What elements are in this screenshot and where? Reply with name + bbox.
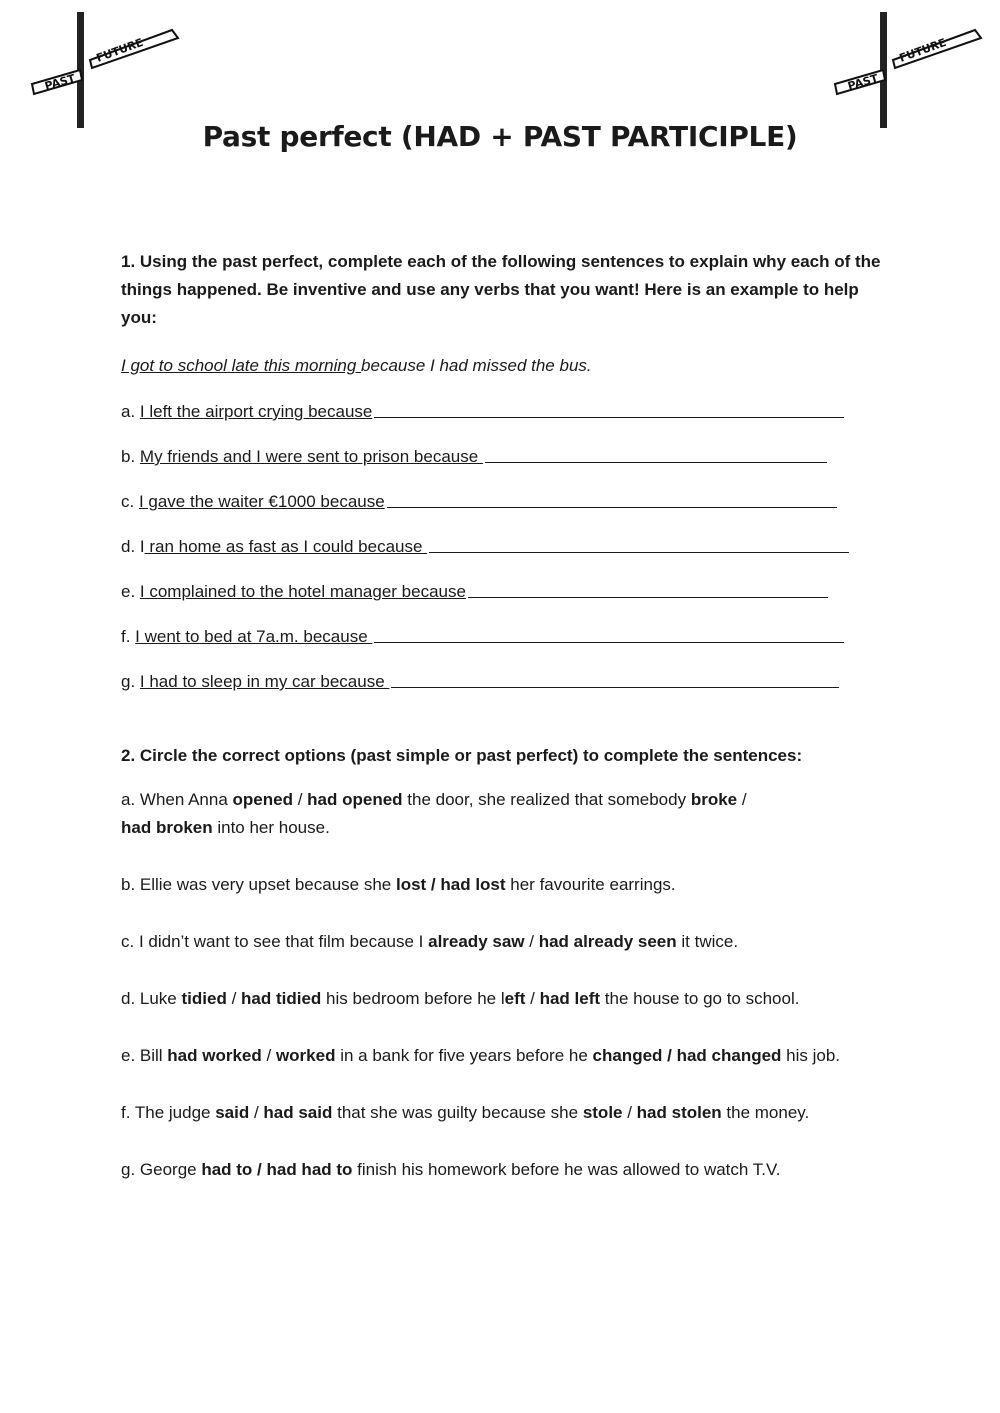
option-past-simple[interactable]: stole <box>582 1103 623 1122</box>
item-text: his bedroom before he l <box>321 989 505 1008</box>
exercise-1-instruction: 1. Using the past perfect, complete each of the following sentences to explain why each of the things happened. Be inventive and use any verbs that you want! Here is an example to help you: <box>121 252 881 327</box>
item-text: the door, she realized that somebody <box>402 790 691 809</box>
option-past-simple[interactable]: tidied <box>181 989 227 1008</box>
item-text: in a bank for five years before he <box>335 1046 593 1065</box>
item-text: a. When Anna <box>121 790 233 809</box>
item-text: d. Luke <box>121 989 182 1008</box>
item-text: his job. <box>781 1046 841 1065</box>
item-text: b. Ellie was very upset because she <box>121 875 396 894</box>
option-separator: / <box>525 989 540 1008</box>
option-past-perfect[interactable]: had already seen <box>538 932 677 951</box>
past-sign-label: PAST <box>846 71 880 93</box>
option-separator: / <box>226 989 242 1008</box>
exercise-2-item-c <box>121 928 881 956</box>
exercise-2-item-f <box>121 1099 881 1127</box>
exercise-1-item-e <box>121 557 881 602</box>
example-answer: because I had missed the bus. <box>361 356 592 375</box>
answer-blank-line[interactable] <box>485 462 827 463</box>
item-letter: c. <box>121 492 139 511</box>
item-stem: I had to sleep in my car because <box>139 672 390 691</box>
option-past-perfect[interactable]: had opened <box>307 790 403 809</box>
exercise-1-item-f <box>121 602 881 647</box>
item-stem: I complained to the hotel manager because <box>139 582 466 601</box>
item-text: f. The judge <box>121 1103 216 1122</box>
exercise-2-item-g <box>121 1156 881 1184</box>
item-letter: f. <box>121 627 136 646</box>
future-sign-label: FUTURE <box>94 35 145 65</box>
item-letter: e. <box>121 582 140 601</box>
answer-blank-line[interactable] <box>387 507 837 508</box>
item-text: c. I didn’t want to see that film because I <box>121 932 429 951</box>
item-letter: d. I <box>121 537 145 556</box>
option-past-simple[interactable]: worked <box>275 1046 336 1065</box>
item-text: e. Bill <box>121 1046 168 1065</box>
item-text: finish his homework before he was allowed to watch T.V. <box>352 1160 781 1179</box>
page-title: Past perfect (HAD + PAST PARTICIPLE) <box>202 120 798 153</box>
option-pair[interactable]: had to / had had to <box>201 1160 353 1179</box>
item-text: that she was guilty because she <box>332 1103 583 1122</box>
exercise-2-item-b <box>121 871 881 899</box>
item-text: the money. <box>721 1103 810 1122</box>
item-text: into her house. <box>212 818 330 837</box>
exercise-1-item-g <box>121 647 881 692</box>
past-sign-label: PAST <box>43 71 77 93</box>
answer-blank-line[interactable] <box>468 597 828 598</box>
option-pair[interactable]: changed / had changed <box>592 1046 782 1065</box>
option-separator: / <box>292 790 308 809</box>
item-text: it twice. <box>676 932 739 951</box>
signpost-illustration-right <box>825 10 985 130</box>
exercise-2-item-d <box>121 985 881 1013</box>
option-past-simple[interactable]: opened <box>232 790 293 809</box>
option-separator: / <box>524 932 539 951</box>
option-past-perfect[interactable]: had stolen <box>636 1103 722 1122</box>
option-past-perfect[interactable]: had broken <box>121 818 213 837</box>
exercise-1-item-b <box>121 422 881 467</box>
example-underlined-part: I got to school late this morning <box>121 356 362 375</box>
item-stem: ran home as fast as I could because <box>144 537 428 556</box>
option-past-perfect[interactable]: had left <box>539 989 601 1008</box>
option-past-simple[interactable]: eft <box>504 989 526 1008</box>
exercise-2-instruction: 2. Circle the correct options (past simple or past perfect) to complete the sentences: <box>121 746 803 765</box>
item-text: her favourite earrings. <box>505 875 676 894</box>
item-stem: I gave the waiter €1000 because <box>138 492 385 511</box>
option-separator: / <box>737 790 747 809</box>
option-separator: / <box>622 1103 637 1122</box>
item-letter: b. <box>121 447 140 466</box>
option-past-perfect[interactable]: had said <box>263 1103 333 1122</box>
future-sign-label: FUTURE <box>897 35 948 65</box>
item-letter: a. <box>121 402 140 421</box>
item-stem: I went to bed at 7a.m. because <box>135 627 373 646</box>
option-past-simple[interactable]: broke <box>690 790 738 809</box>
option-past-simple[interactable]: already saw <box>428 932 525 951</box>
answer-blank-line[interactable] <box>374 642 844 643</box>
worksheet-content <box>121 248 881 1184</box>
option-pair[interactable]: lost / had lost <box>395 875 506 894</box>
item-text: g. George <box>121 1160 202 1179</box>
option-past-simple[interactable]: said <box>215 1103 250 1122</box>
option-separator: / <box>249 1103 264 1122</box>
exercise-1-item-c <box>121 467 881 512</box>
answer-blank-line[interactable] <box>429 552 849 553</box>
answer-blank-line[interactable] <box>374 417 844 418</box>
exercise-1-item-d <box>121 512 881 557</box>
example-sentence <box>121 354 881 378</box>
exercise-2-item-a <box>121 786 881 842</box>
answer-blank-line[interactable] <box>391 687 839 688</box>
option-past-perfect[interactable]: had tidied <box>241 989 322 1008</box>
item-stem: My friends and I were sent to prison because <box>139 447 483 466</box>
item-text: the house to go to school. <box>600 989 800 1008</box>
exercise-1-item-a <box>121 378 881 422</box>
option-separator: / <box>261 1046 276 1065</box>
item-letter: g. <box>121 672 140 691</box>
exercise-2-item-e <box>121 1042 881 1070</box>
option-past-perfect[interactable]: had worked <box>167 1046 262 1065</box>
item-stem: I left the airport crying because <box>139 402 373 421</box>
signpost-illustration-left <box>22 10 182 130</box>
